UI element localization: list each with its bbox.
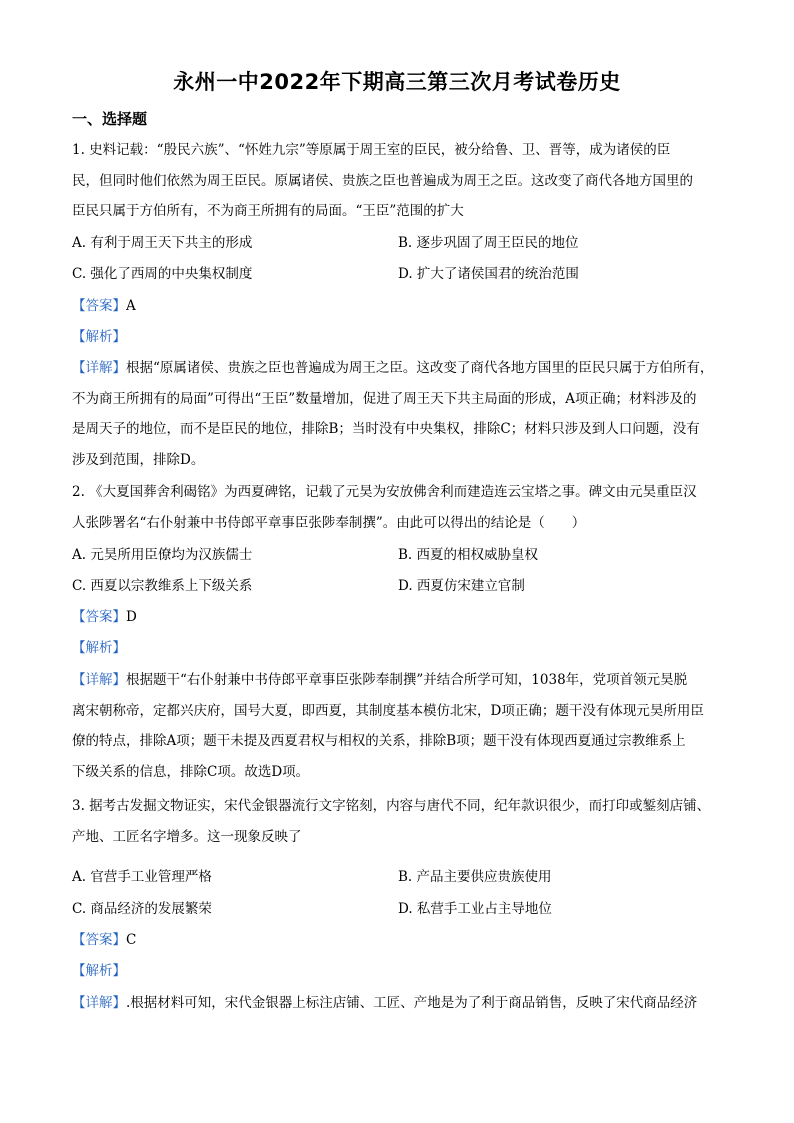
question-3-option-c: C. 商品经济的发展繁荣 xyxy=(72,901,212,917)
detail-line: 不为商王所拥有的局面”可得出“王臣”数量增加，促进了周王天下共主局面的形成，A项正确；材料涉及的 xyxy=(72,390,697,407)
question-2-detail xyxy=(72,665,722,787)
question-1-answer xyxy=(72,291,136,321)
detail-line: 【详解】根据“原属诸侯、贵族之臣也普遍成为周王之臣。这改变了商代各地方国里的臣民只属于方伯所有， xyxy=(72,360,714,376)
detail-line: 【详解】根据题干“右仆射兼中书侍郎平章事臣张陟奉制撰”并结合所学可知，1038年，党项首领元昊脱 xyxy=(72,672,688,688)
question-2-option-a: A. 元昊所用臣僚均为汉族儒士 xyxy=(72,547,253,563)
detail-line: 涉及到范围，排除D。 xyxy=(72,451,205,468)
stem-line: 人张陟署名“右仆射兼中书侍郎平章事臣张陟奉制撰”。由此可以得出的结论是（ ） xyxy=(72,514,586,531)
question-1-option-c: C. 强化了西周的中央集权制度 xyxy=(72,266,253,282)
detail-line: 是周天子的地位，而不是臣民的地位，排除B；当时没有中央集权，排除C；材料只涉及到人口问题，没有 xyxy=(72,421,700,437)
question-1-stem xyxy=(72,135,722,227)
detail-tag: 【详解】 xyxy=(72,995,126,1011)
stem-line: 3. 据考古发掘文物证实，宋代金银器流行文字铭刻，内容与唐代不同，纪年款识很少，而打印或錾刻店铺、 xyxy=(72,798,711,814)
question-3-answer xyxy=(72,925,136,955)
answer-value: A xyxy=(126,298,136,314)
detail-line: 僚的特点，排除A项；题干未提及西夏君权与相权的关系，排除B项；题干没有体现西夏通过宗教维系上 xyxy=(72,733,686,749)
analysis-tag: 【解析】 xyxy=(72,640,126,656)
stem-line: 产地、工匠名字增多。这一现象反映了 xyxy=(72,828,302,845)
question-2-option-b: B. 西夏的相权威胁皇权 xyxy=(398,547,539,563)
question-2-answer xyxy=(72,602,137,632)
question-1-option-b: B. 逐步巩固了周王臣民的地位 xyxy=(398,235,579,251)
question-3-stem xyxy=(72,791,722,852)
detail-line: 离宋朝称帝，定都兴庆府，国号大夏，即西夏，其制度基本模仿北宋，D项正确；题干没有体现元昊所用臣 xyxy=(72,702,704,719)
answer-tag: 【答案】 xyxy=(72,609,126,625)
analysis-tag: 【解析】 xyxy=(72,963,126,979)
detail-tag: 【详解】 xyxy=(72,360,126,376)
analysis-tag: 【解析】 xyxy=(72,329,126,345)
detail-tag: 【详解】 xyxy=(72,672,126,688)
question-3-detail xyxy=(72,988,722,1019)
answer-value: C xyxy=(126,932,137,948)
section-heading: 一、选择题 xyxy=(72,110,148,128)
question-3-option-d: D. 私营手工业占主导地位 xyxy=(398,901,552,917)
question-3-analysis xyxy=(72,956,126,986)
answer-value: D xyxy=(126,609,137,625)
question-1-detail xyxy=(72,353,722,475)
detail-line: 【详解】.根据材料可知，宋代金银器上标注店铺、工匠、产地是为了利于商品销售，反映了宋代商品经济 xyxy=(72,995,698,1011)
stem-line: 1. 史料记载：“殷民六族”、“怀姓九宗”等原属于周王室的臣民，被分给鲁、卫、晋等，成为诸侯的臣 xyxy=(72,142,671,158)
answer-tag: 【答案】 xyxy=(72,932,126,948)
stem-line: 民，但同时他们依然为周王臣民。原属诸侯、贵族之臣也普遍成为周王之臣。这改变了商代各地方国里的 xyxy=(72,172,693,189)
stem-line: 2. 《大夏国葬舍利碣铭》为西夏碑铭，记载了元昊为安放佛舍利而建造连云宝塔之事。碑文由元昊重臣汉 xyxy=(72,484,697,500)
question-3-option-b: B. 产品主要供应贵族使用 xyxy=(398,869,552,885)
page-title: 永州一中2022年下期高三第三次月考试卷历史 xyxy=(173,70,621,94)
question-2-analysis xyxy=(72,633,126,663)
question-1-analysis xyxy=(72,322,126,352)
detail-line: 下级关系的信息，排除C项。故选D项。 xyxy=(72,763,310,780)
question-1-option-d: D. 扩大了诸侯国君的统治范围 xyxy=(398,266,579,282)
question-2-stem xyxy=(72,477,722,538)
question-2-option-c: C. 西夏以宗教维系上下级关系 xyxy=(72,578,253,594)
question-1-option-a: A. 有利于周王天下共主的形成 xyxy=(72,235,253,251)
question-3-option-a: A. 官营手工业管理严格 xyxy=(72,869,212,885)
answer-tag: 【答案】 xyxy=(72,298,126,314)
question-2-option-d: D. 西夏仿宋建立官制 xyxy=(398,578,525,594)
stem-line: 臣民只属于方伯所有，不为商王所拥有的局面。“王臣”范围的扩大 xyxy=(72,203,464,219)
